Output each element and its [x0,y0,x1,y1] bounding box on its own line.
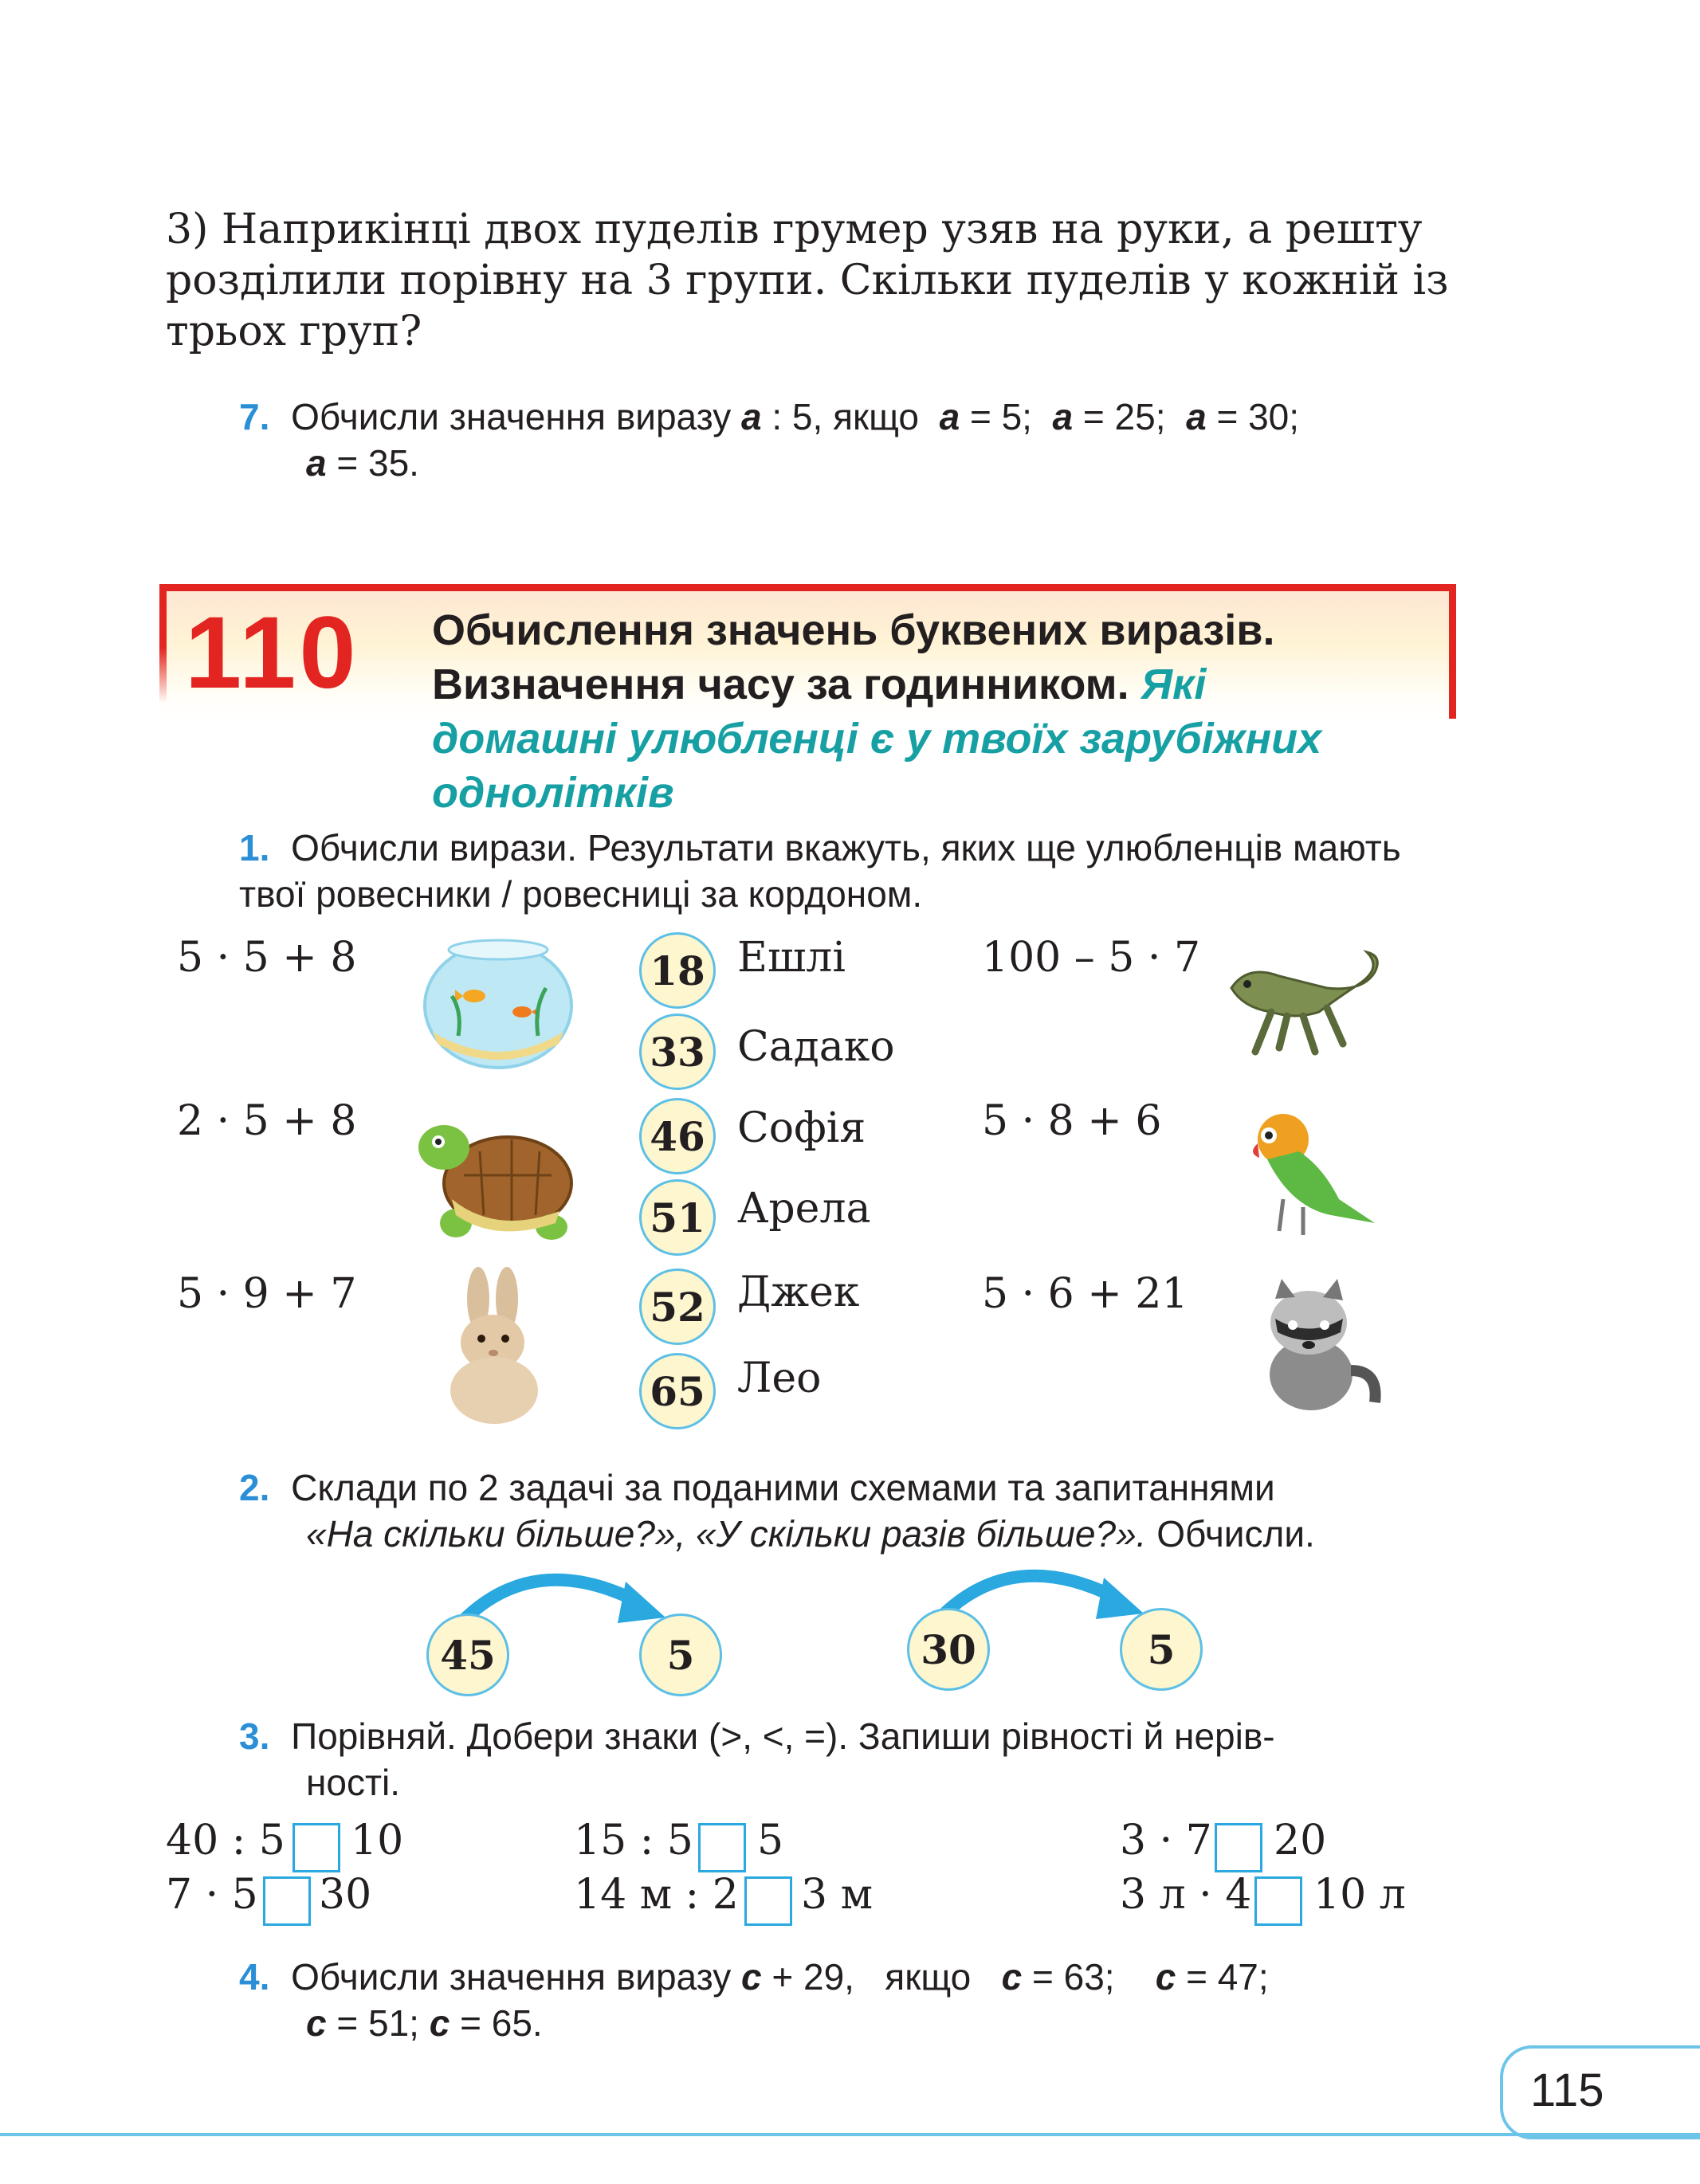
comparison-right: 20 [1274,1817,1327,1864]
lesson-subtitle-part3: однолітків [432,769,674,817]
lesson-number: 110 [185,596,359,710]
lesson-header-left-border [159,591,167,703]
parrot-icon [1235,1104,1379,1243]
lesson-subtitle-part1: Які [1141,661,1207,708]
comparison-left: 3 л · 4 [1120,1871,1252,1919]
comparison-right: 3 м [801,1871,874,1919]
expression: 2 · 5 + 8 [177,1097,357,1145]
expression: 5 · 6 + 21 [982,1270,1188,1318]
expression: 5 · 5 + 8 [177,934,357,982]
answer-name: Садако [737,1023,895,1071]
answer-circle: 52 [639,1268,716,1345]
task-1 [239,825,1459,917]
task-7-value: = 5; [969,396,1032,437]
var-c: с [306,2002,327,2044]
var-a: а [939,396,960,437]
comparison-right: 10 л [1313,1871,1406,1919]
task-4-number: 4. [239,1956,270,1998]
task-4-text: Обчисли значення виразу [291,1956,732,1998]
iguana-icon [1223,940,1387,1068]
answer-name: Джек [737,1268,860,1316]
answer-box[interactable] [292,1823,340,1872]
task-2-questions: «На скільки більше?», «У скільки разів більше?». [306,1513,1147,1555]
scheme-circle: 45 [426,1613,509,1696]
task-1-text: Обчисли вирази. Результати вкажуть, яких ще улюбленців мають твої ровесники / ровесниці за кордоном. [239,827,1401,915]
task-7-value: = 25; [1082,396,1166,437]
rabbit-icon [437,1267,548,1426]
answer-circle: 51 [639,1179,716,1256]
expression: 100 – 5 · 7 [982,934,1201,982]
task-3-text-cont: ності. [306,1762,401,1803]
answer-circle: 33 [639,1014,716,1090]
scheme-circle: 5 [1120,1608,1203,1691]
answer-circle: 46 [639,1098,716,1174]
comparison-right: 5 [757,1817,784,1864]
comparison-right: 30 [319,1871,372,1919]
scheme-circle: 5 [639,1613,722,1696]
aquarium-icon [418,932,578,1072]
comparison-left: 40 : 5 [166,1817,285,1864]
lesson-subtitle-part2: домашні улюбленці є у твоїх зарубіжних [432,715,1322,763]
answer-name: Лео [737,1355,822,1402]
task-2 [239,1464,1459,1557]
expression: 5 · 9 + 7 [177,1270,357,1318]
task-2-text-end: Обчисли. [1156,1513,1315,1555]
task-7 [239,394,1459,486]
scheme-circle: 30 [907,1608,990,1691]
raccoon-icon [1251,1275,1383,1414]
answer-circle: 18 [639,932,716,1009]
lesson-title-line1: Обчислення значень буквених виразів. [432,606,1275,654]
task-2-number: 2. [239,1467,270,1508]
comparison-left: 7 · 5 [166,1871,258,1919]
task-7-text: Обчисли значення виразу [291,396,732,437]
answer-box[interactable] [1254,1876,1302,1926]
task-4-cond: якщо [885,1956,972,1998]
task-2-text: Склади по 2 задачі за поданими схемами та запитаннями [291,1467,1275,1508]
var-a: а [306,442,327,484]
footer-line [0,2133,1700,2136]
var-a: а [1186,396,1207,437]
answer-circle: 65 [639,1353,716,1429]
task-4-value: = 63; [1031,1956,1115,1998]
var-c: с [1155,1956,1176,1998]
task-4-expr: + 29, [771,1956,854,1998]
comparison-left: 15 : 5 [574,1817,693,1864]
expression: 5 · 8 + 6 [982,1097,1162,1145]
answer-box[interactable] [1215,1823,1262,1872]
task-4-value: = 47; [1186,1956,1269,1998]
var-c: с [429,2002,450,2044]
turtle-icon [408,1104,575,1247]
task-7-value: = 35. [336,442,419,484]
var-c: с [740,1956,762,1998]
task-4-value: = 65. [460,2002,543,2044]
answer-name: Софія [737,1104,866,1152]
lesson-title [432,603,1468,820]
task-3-text: Порівняй. Добери знаки (>, <, =). Запиши рівності й нерів- [291,1715,1275,1757]
var-a: а [1052,396,1074,437]
comparison-right: 10 [351,1817,404,1864]
task-1-number: 1. [239,827,270,869]
answer-box[interactable] [263,1876,311,1926]
comparison-left: 14 м : 2 [574,1871,739,1919]
task-4-value: = 51; [336,2002,419,2044]
answer-name: Ешлі [737,934,846,982]
task-7-expr: : 5, якщо [771,396,920,437]
answer-box[interactable] [744,1876,792,1926]
lesson-title-line2: Визначення часу за годинником. [432,661,1129,708]
var-c: с [1001,1956,1023,1998]
task-3-number: 3. [239,1715,270,1757]
task-7-value: = 30; [1216,396,1300,437]
answer-box[interactable] [698,1823,746,1872]
var-a: а [740,396,762,437]
problem-3-text: 3) Наприкінці двох пуделів грумер узяв на руки, а решту розділили порівну на 3 групи. Скільки пуделів у кожній із трьох груп? [166,206,1449,355]
page-number: 115 [1530,2064,1604,2116]
comparison-left: 3 · 7 [1120,1817,1212,1864]
task-7-number: 7. [239,396,270,437]
answer-name: Арела [737,1185,871,1233]
task-4 [239,1954,1459,2046]
task-3 [239,1713,1459,1806]
